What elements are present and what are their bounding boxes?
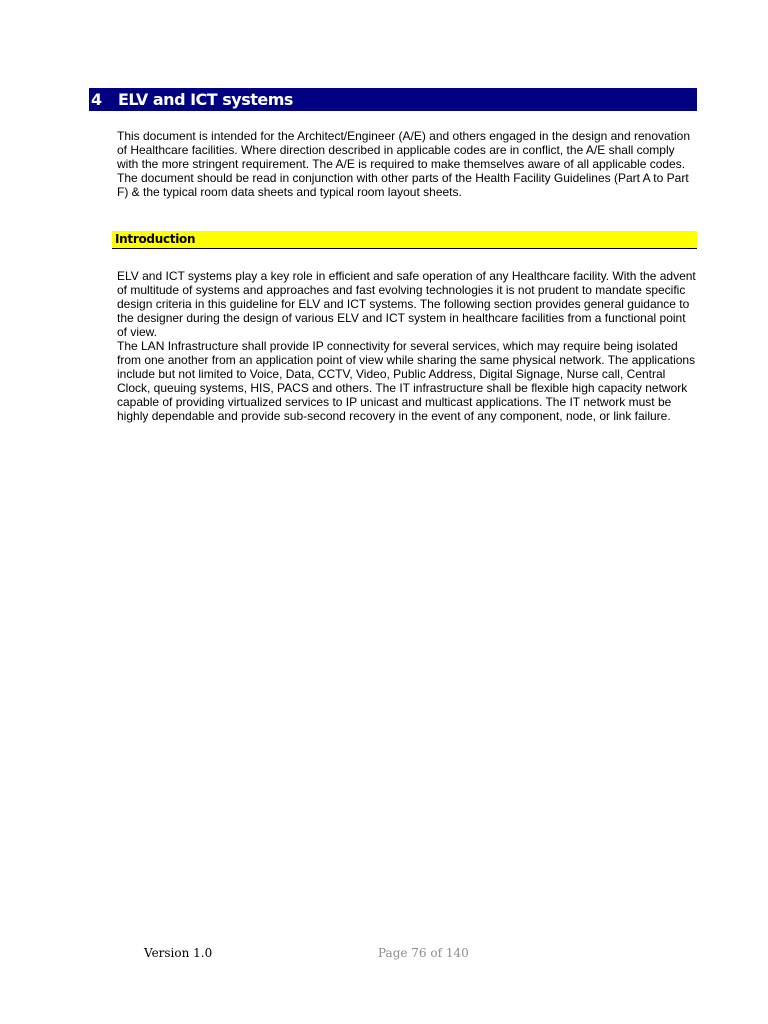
chapter-heading: [89, 88, 697, 111]
section-title: Introduction: [115, 232, 196, 246]
footer-version: Version 1.0: [144, 946, 213, 960]
chapter-number: 4: [91, 90, 102, 109]
intro-paragraph: This document is intended for the Architect/Engineer (A/E) and others engaged in the design and renovation of Healthcare facilities. Where direction described in applicable codes are in conflict, the A/E shall comply with the more stringent requirement. The A/E is required to make themselves aware of all applicable codes.: [117, 129, 691, 171]
chapter-title: ELV and ICT systems: [118, 90, 293, 109]
body-paragraph: The LAN Infrastructure shall provide IP connectivity for several services, which may require being isolated from one another from an application point of view while sharing the same physical network. The applications include but not limited to Voice, Data, CCTV, Video, Public Address, Digital Signage, Nurse call, Central Clock, queuing systems, HIS, PACS and others. The IT infrastructure shall be flexible high capacity network capable of providing virtualized services to IP unicast and multicast applications. The IT network must be highly dependable and provide sub-second recovery in the event of any component, node, or link failure.: [117, 339, 696, 423]
section-body: [117, 269, 697, 423]
footer-page-number: Page 76 of 140: [378, 946, 469, 960]
intro-text-block: [117, 129, 697, 199]
body-paragraph: ELV and ICT systems play a key role in efficient and safe operation of any Healthcare facility. With the advent of multitude of systems and approaches and fast evolving technologies it is not prudent to mandate specific design criteria in this guideline for ELV and ICT systems. The following section provides general guidance to the designer during the design of various ELV and ICT system in healthcare facilities from a functional point of view.: [117, 269, 696, 339]
section-heading: [112, 231, 697, 249]
intro-paragraph: The document should be read in conjunction with other parts of the Health Facility Guidelines (Part A to Part F) & the typical room data sheets and typical room layout sheets.: [117, 171, 689, 199]
